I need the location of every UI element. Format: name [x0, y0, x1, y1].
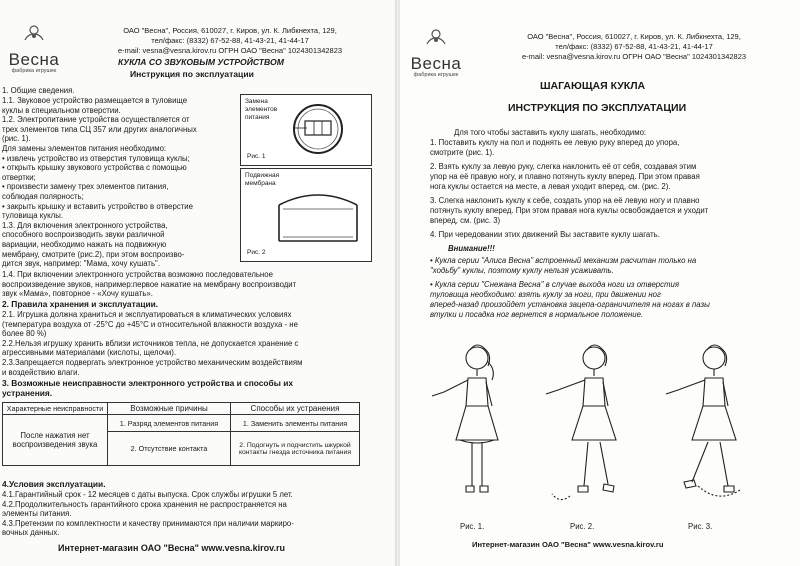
- doll-figure-3: [666, 345, 740, 496]
- figure-1: [240, 94, 372, 166]
- figure-2-caption: Рис. 2: [247, 249, 266, 256]
- attention: Внимание!!!: [448, 244, 495, 253]
- walking-doll-illustrations: [422, 336, 782, 516]
- figure-2-label: Подвижная мембрана: [245, 172, 280, 187]
- battery-compartment-drawing: [285, 101, 351, 157]
- figure-1-caption: Рис. 1: [247, 153, 266, 160]
- company-address: ОАО "Весна", Россия, 610027, г. Киров, ул. К. Либкнехта, 129, тел/факс: (8332) 67-52-88, 41-43-21, 41-44-17 e-mail: vesna@vesna.kirov.ru ОГРН ОАО "Весна" 1024301342823: [117, 26, 343, 55]
- caption-fig-3: Рис. 3.: [688, 522, 713, 531]
- right-page: Весна фабрика игрушек ОАО "Весна", Россия, 610027, г. Киров, ул. К. Либкнехта, 129, тел/факс: (8332) 67-52-88, 41-43-21, 41-44-17 e-mail: vesna@vesna.kirov.ru ОГРН ОАО "Весна" 1024301342823 ШАГАЮЩАЯ КУКЛА ИНСТРУКЦИЯ ПО ЭКСПЛУАТАЦИИ Для того чтобы заставить куклу шагать, необходимо: 1. Поставить куклу на пол и поднять ее левую руку вперед до упора, смотрите (рис. 1). 2. Взять куклу за левую руку, слегка наклонить её от себя, создавая этим упор на её правую ногу, и плавно потянуть куклу вперед. При этом правая нога куклы остается на месте, а левая уходит вперед, см. (рис. 2). 3. Слегка наклонить куклу к себе, создать упор на её левую ногу и плавно потянуть куклу вперед. При этом правая нога куклы освобождается и уходит вперед, см. (рис. 3) 4. При чередовании этих движений Вы заставите куклу шагать. Внимание!!! • Кукла серии "Алиса Весна" встроенный механизм расчитан только на "ходьбу" куклы, поэтому куклу нельзя усаживать. • Кукла серии "Снежана Весна" в случае выхода ноги из отверстия туловища необходимо: взять куклу за ноги, при движении ног вперед-назад произойдет установка зацепа-ограничителя на ногах в пазы втулки и посадка ног вернется в нормальное положение. Рис. 1. Рис. 2. Рис. 3. Интернет-магазин ОАО "Весна" www.vesna.kirov.ru: [400, 0, 800, 566]
- logo-brand: Весна: [410, 54, 462, 73]
- right-subtitle: ИНСТРУКЦИЯ ПО ЭКСПЛУАТАЦИИ: [508, 102, 687, 114]
- fix-2: 2. Подогнуть и подчистить шкуркой контакты гнезда источника питания: [231, 432, 360, 466]
- cause-2: 2. Отсутствие контакта: [108, 432, 231, 466]
- doll-figure-2: [546, 345, 616, 500]
- flower-logo-icon: [423, 28, 449, 48]
- logo-brand: Весна: [8, 50, 60, 69]
- figure-1-label: Замена элементов питания: [245, 98, 278, 121]
- left-page: Весна фабрика игрушек ОАО "Весна", Россия, 610027, г. Киров, ул. К. Либкнехта, 129, тел/факс: (8332) 67-52-88, 41-43-21, 41-44-17 e-mail: vesna@vesna.kirov.ru ОГРН ОАО "Весна" 1024301342823 КУКЛА СО ЗВУКОВЫМ УСТРОЙСТВОМ Инструкция по эксплуатации 1. Общие сведения. 1.1. Звуковое устройство размещается в туловище куклы в специальном отверстии. 1.2. Электропитание устройства осуществляется от трех элементов типа СЦ 357 или других аналогичных (рис. 1). Для замены элементов питания необходимо: • извлечь устройство из отверстия туловища куклы; • открыть крышку звукового устройства с помощью отвертки; • произвести замену трех элементов питания, соблюдая полярность; • закрыть крышку и вставить устройство в отверстие туловища куклы. 1.3. Для включения электронного устройства, способного воспроизводить звуки различной вариации, необходимо нажать на подвижную мембрану, смотрите (рис.2), при этом воспроизво- дится звук, например: "Мама, хочу кушать". Замена элементов питания Рис. 1 Подвижная мембрана Рис. 2 1.4. При включении электронного устройства возможно последовательное воспроизведение звуков, например:первое нажатие на мембрану воспроизводит звук «Мама», повторное - «Хочу кушать». 2. Правила хранения и эксплуатации. 2.1. Игрушка должна храниться и эксплуатироваться в климатических условиях (температура воздуха от -25°С до +45°С и относительной влажности воздуха - не более 80 %) 2.2.Нельзя игрушку хранить вблизи источников тепла, не допускается хранение с агрессивными материалами (кислоты, щелочи). 2.3.Запрещается подвергать электронное устройство механическим воздействиям и воздействию влаги. 3. Возможные неисправности электронного устройства и способы их устранения. Характерные неисправности Возможные причины Способы их устранения После нажатия нет воспроизведения звука 1. Разряд элементов питания 1. Заменить элементы питания 2. Отсутствие контакта 2. Подогнуть и подчистить шкуркой контакты гнезда источника питания 4.Условия эксплуатации. 4.1.Гарантийный срок - 12 месяцев с даты выпуска. Срок службы игрушки 5 лет. 4.2.Продолжительность гарантийного срока хранения не распространяется на элементы питания. 4.3.Претензии по комплектности и качеству принимаются при наличии маркиро- вочных данных. Интернет-магазин ОАО "Весна" www.vesna.kirov.ru: [0, 0, 395, 566]
- doll-figure-1: [432, 345, 498, 492]
- figure-2: [240, 168, 372, 262]
- intro-line: Для того чтобы заставить куклу шагать, необходимо:: [454, 128, 647, 137]
- section-4-heading: 4.Условия эксплуатации.: [2, 479, 106, 489]
- company-address-right: ОАО "Весна", Россия, 610027, г. Киров, ул. К. Либкнехта, 129, тел/факс: (8332) 67-52-88, 41-43-21, 41-44-17 e-mail: vesna@vesna.kirov.ru ОГРН ОАО "Весна" 1024301342823: [521, 32, 747, 61]
- fix-1: 1. Заменить элементы питания: [231, 415, 360, 432]
- right-title: ШАГАЮЩАЯ КУКЛА: [540, 80, 646, 92]
- col-faults: Характерные неисправности: [3, 403, 108, 415]
- logo-sub: фабрика игрушек: [413, 72, 459, 78]
- left-footer: Интернет-магазин ОАО "Весна" www.vesna.kirov.ru: [58, 543, 285, 553]
- right-footer: Интернет-магазин ОАО "Весна" www.vesna.kirov.ru: [472, 540, 664, 549]
- section-1-heading: 1. Общие сведения.: [2, 86, 75, 95]
- clause-1-4: 1.4. При включении электронного устройства возможно последовательное: [2, 270, 273, 279]
- logo-sub: фабрика игрушек: [11, 68, 57, 74]
- doc-subtitle: Инструкция по эксплуатации: [130, 69, 254, 79]
- caption-fig-2: Рис. 2.: [570, 522, 595, 531]
- section-2-heading: 2. Правила хранения и эксплуатации.: [2, 299, 159, 309]
- logo: [4, 24, 64, 75]
- cause-1: 1. Разряд элементов питания: [108, 415, 231, 432]
- col-fixes: Способы их устранения: [231, 403, 360, 415]
- caption-fig-1: Рис. 1.: [460, 522, 485, 531]
- section-3-heading: 3. Возможные неисправности электронного устройства и способы их: [2, 378, 294, 388]
- faults-table: [2, 402, 360, 466]
- col-causes: Возможные причины: [108, 403, 231, 415]
- doc-title: КУКЛА СО ЗВУКОВЫМ УСТРОЙСТВОМ: [118, 57, 284, 67]
- logo-right: [406, 28, 466, 79]
- fault-cell: После нажатия нет воспроизведения звука: [3, 415, 108, 466]
- membrane-drawing: [271, 183, 365, 249]
- flower-logo-icon: [21, 24, 47, 44]
